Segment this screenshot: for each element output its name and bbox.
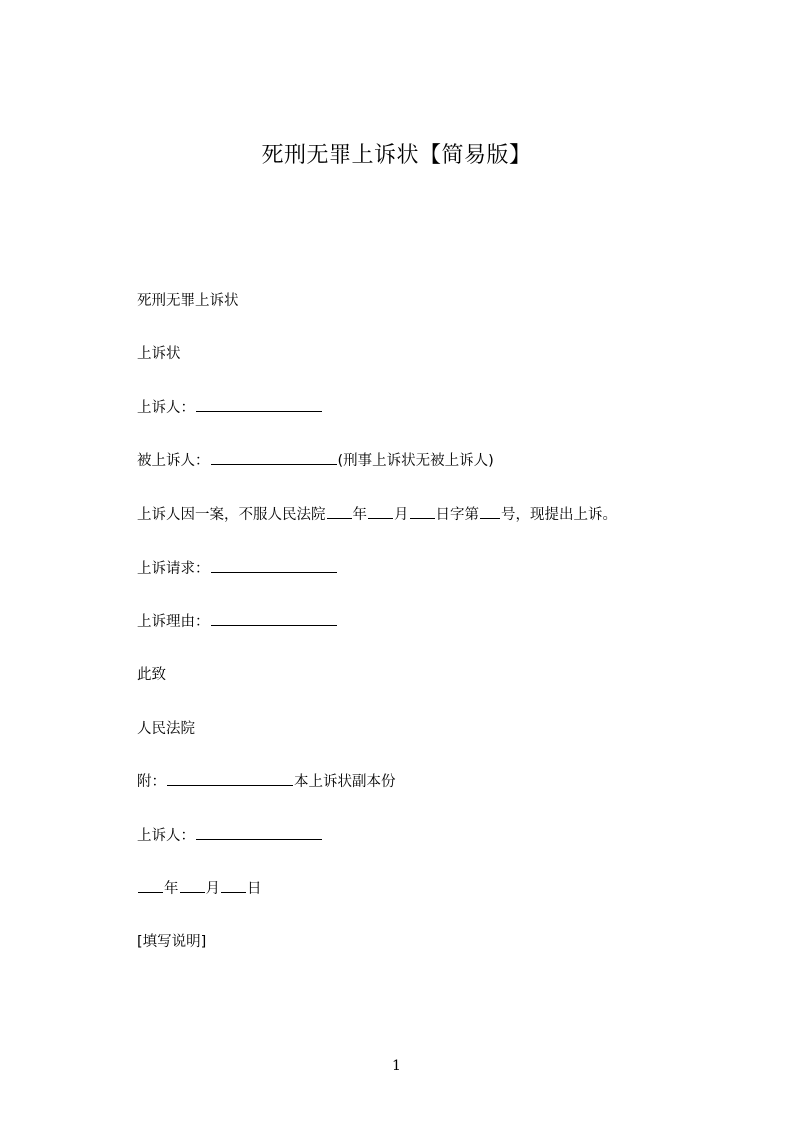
date-month-blank [180,880,205,893]
document-heading: 死刑无罪上诉状 [137,293,239,309]
appellant-label: 上诉人： [137,400,195,416]
appeal-reason-label: 上诉理由： [137,614,210,630]
case-month-label: 月 [394,507,409,523]
case-line [137,505,617,525]
date-year-label: 年 [164,881,179,897]
date-day-blank [221,880,246,893]
date-day-label: 日 [247,881,262,897]
case-month-blank [368,506,393,519]
date-month-label: 月 [205,881,220,897]
document-title: 死刑无罪上诉状【简易版】 [261,143,532,168]
case-number-blank [480,506,500,519]
date-year-blank [138,880,163,893]
attachment-label: 附： [137,774,166,790]
attachment-blank [167,773,293,786]
appeal-request-line [137,559,338,579]
signature-line [137,826,323,846]
case-day-blank [410,506,435,519]
appellant-line [137,398,323,418]
appellant-blank [196,399,322,412]
document-subheading: 上诉状 [137,346,181,362]
appellee-line [137,451,494,471]
appellee-blank [211,452,337,465]
date-line [137,879,262,899]
case-year-blank [327,506,352,519]
appellee-label: 被上诉人： [137,453,210,469]
case-year-label: 年 [352,507,367,523]
appeal-reason-blank [211,613,337,626]
signature-blank [196,827,322,840]
appellee-note: (刑事上诉状无被上诉人) [337,453,494,469]
signature-label: 上诉人： [137,828,195,844]
case-day-ref-label: 日字第 [435,507,479,523]
court-name: 人民法院 [137,721,195,737]
attachment-suffix: 本上诉状副本份 [294,774,396,790]
page-number: 1 [392,1058,401,1074]
appeal-request-label: 上诉请求： [137,561,210,577]
appeal-reason-line [137,612,338,632]
case-line-end: 号，现提出上诉。 [501,507,617,523]
case-line-intro: 上诉人因一案，不服人民法院 [137,507,326,523]
appeal-request-blank [211,560,337,573]
instructions-heading: [填写说明] [137,934,207,950]
attachment-line [137,772,396,792]
salutation: 此致 [137,667,166,683]
